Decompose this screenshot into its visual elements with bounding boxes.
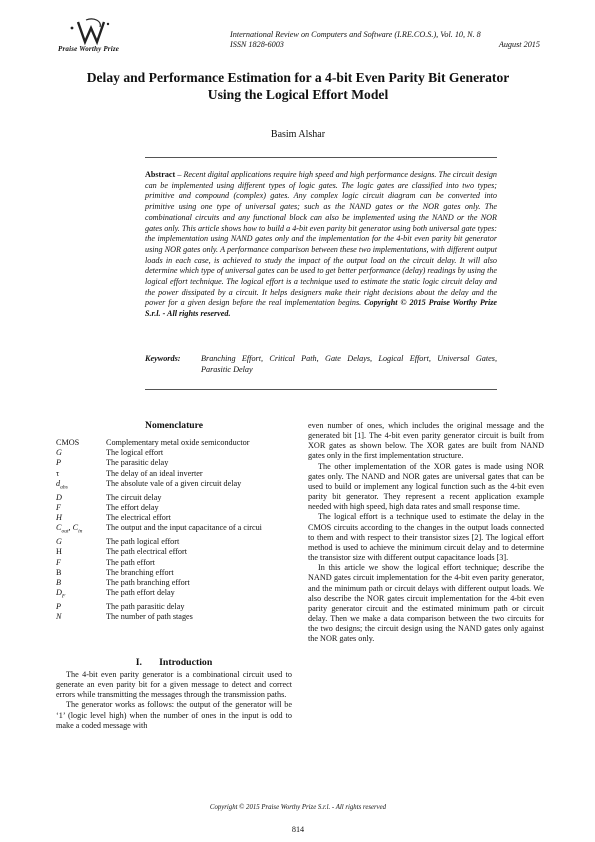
nomenclature-item: D The circuit delay [56,492,162,502]
praise-worthy-prize-logo-icon [58,18,168,46]
paragraph: In this article we show the logical effort technique; describe the NAND gates circuit implementation for the 4-bit even parity generator, and the minimum path or circuit delays with different output loads. We also describe the NOR gates circuit implementation for the 4-bit even parity generator circuit and the estimated minimum path or circuit delay. Then we make a data comparison between the two circuits for the two designs; the circuit design using the NAND gates only against the NOR gates only. [308,563,544,644]
paragraph: even number of ones, which includes the original message and the generated bit [1]. The 4-bit even parity generator circuit is built from XOR gates as shown below. The XOR gates are built from NAND gates only in the first implementation structure. [308,421,544,461]
logo-caption: Praise Worthy Prize [58,45,120,53]
keywords [145,353,497,375]
journal-issn: ISSN 1828-6003 [230,40,284,49]
nomenclature-item: $D_F$ The path effort delay [56,588,175,600]
journal-meta-row [230,40,540,50]
paper-title-line-2: Using the Logical Effort Model [207,87,389,102]
nomenclature-item: F The effort delay [56,502,159,512]
page-number: 814 [291,825,305,834]
keywords-line-1: Branching Effort, Critical Path, Gate Delays, Logical Effort, Universal Gates, [201,354,497,363]
journal-date: August 2015 [498,40,540,49]
paper-title-line-1: Delay and Performance Estimation for a 4-bit Even Parity Bit Generator [86,70,510,85]
paragraph: The 4-bit even parity generator is a combinational circuit used to generate an even parity bit for a given message to detect and correct errors while transmitting the messages through the transmission paths. [56,670,292,700]
top-divider [145,157,497,158]
bottom-divider [145,389,497,390]
nomenclature-item: $C_{out}$, $C_{in}$ The output and the input capacitance of a circui [56,523,262,535]
paragraph: The generator works as follows: the output of the generator will be ‘1’ (logic level high) when the number of ones in the input is odd to make a coded message with [56,700,292,730]
publisher-logo [58,18,168,60]
nomenclature-list [56,438,296,622]
nomenclature-item: H The path electrical effort [56,547,187,557]
nomenclature-item: $d_{abs}$ The absolute vale of a given circuit delay [56,478,242,491]
journal-name: International Review on Computers and Software (I.RE.CO.S.), Vol. 10, N. 8 [230,30,481,39]
nomenclature-item: P The parasitic delay [56,458,169,468]
author-name: Basim Alshar [270,129,326,140]
nomenclature-heading: Nomenclature [145,420,203,431]
nomenclature-item: N The number of path stages [56,612,193,622]
paragraph: The logical effort is a technique used to estimate the delay in the CMOS circuits according to the changes in the output loads connected to them and with respect to their transistor sizes [2]. The logical effort method is used to achieve the minimum circuit delay and to determine the transistor size with different output capacitance loads [3]. [308,512,544,563]
nomenclature-item: B The path branching effort [56,577,190,587]
nomenclature-item: G The path logical effort [56,537,180,547]
nomenclature-item: τ The delay of an ideal inverter [56,468,203,478]
left-column-body [56,670,292,731]
abstract-label: Abstract [145,170,176,179]
paper-title [56,69,540,103]
abstract-text: Recent digital applications require high speed and high performance designs. The circuit design can be implemented using different types of logic gates. The logic gates are classified into two types; primitive and compound (complex) gates. Any complex logic circuit diagram can be converted into primitive using one type of universal gates; such as the NAND gates or the NOR gates only. The combinational circuits and any functional block can also be implemented using the NAND or the NOR gates only. This article shows how to build a 4-bit even parity bit generator using both universal gate types: the implementation using NAND gates only and the implementation for the 4-bit even parity bit generator using NOR gates only. A performance comparison between these two implementations, with different output loads in each case, is achieved to study the impact of the output load on the circuit delay. It will also determine which type of universal gates can be used to get better performance (delay) readings by using the logical effort technique. The logical effort is a technique used to estimate the static logic circuit delay and the power dissipated by a circuit. It helps designers make their right decisions about the delay and the power for a given design before the real implementation begins. [145,170,497,308]
nomenclature-item: F The path effort [56,557,155,567]
abstract-dash: – [175,170,184,179]
nomenclature-item: G The logical effort [56,448,164,458]
keywords-line-2: Parasitic Delay [201,365,253,374]
nomenclature-item: B The branching effort [56,567,174,577]
keywords-label: Keywords: [145,354,181,363]
nomenclature-item: H The electrical effort [56,513,171,523]
abstract [145,170,497,320]
abstract-copyright: Copyright © 2015 Praise Worthy Prize S.r.l. - All rights reserved. [145,298,497,319]
footer-copyright: Copyright © 2015 Praise Worthy Prize S.r.l. - All rights reserved [209,804,387,811]
nomenclature-item: P The path parasitic delay [56,601,185,611]
introduction-heading: I. Introduction [135,657,213,668]
right-column-body [308,421,544,644]
nomenclature-item: CMOS Complementary metal oxide semiconductor [56,438,250,447]
paragraph: The other implementation of the XOR gates is made using NOR gates only. The NAND and NOR gates are universal gates that can be used to build or implement any logical function such as the 4-bit even parity bit generator. They represent a recent application example needed with high speed, high data rates and small response time. [308,461,544,512]
